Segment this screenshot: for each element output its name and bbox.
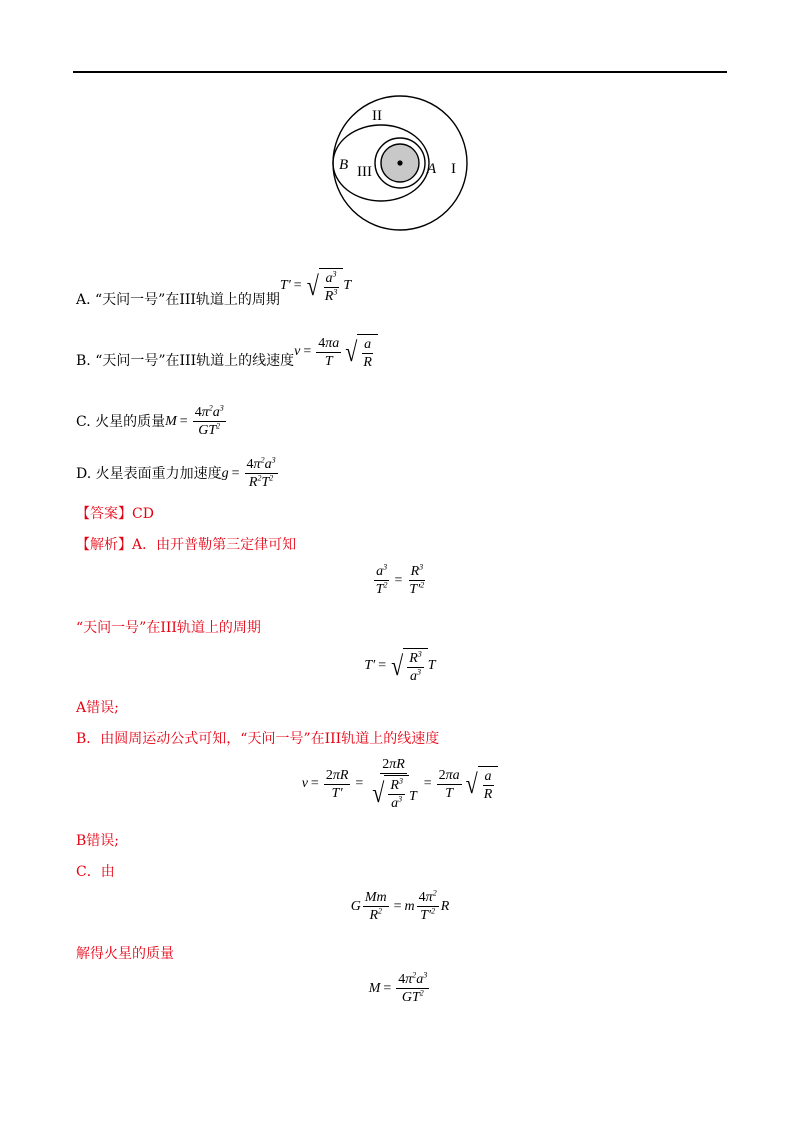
option-a[interactable] [76,262,351,310]
analysis-mass-text: 解得火星的质量 [76,946,174,962]
analysis-period-text: “天问一号”在III轨道上的周期 [76,620,261,636]
answer-value: CD [132,506,154,522]
option-b-text: B. “天问一号”在III轨道上的线速度 [76,353,295,369]
analysis-c-intro: C．由 [76,864,115,880]
label-orbit-I: I [451,161,456,177]
analysis-a-wrong: A错误; [76,700,119,716]
velocity-equation: v = $\frac{2\pi R}{T'}$ = 2πR √ $\frac{R^3}{a^3}$ T = $\frac{2\pi a}{T}$ √ $\frac{a}{R}$ [0,757,800,811]
label-point-A: A [427,161,437,177]
period-equation: T′ = √ $\frac{R^3}{a^3}$ T [364,649,436,684]
analysis-a-intro-text: A．由开普勒第三定律可知 [132,537,297,553]
answer-line [76,504,154,524]
option-c-text: C. 火星的质量 [76,413,166,430]
mass-equation: M = $\frac{4\pi^2a^3}{GT^2}$ [368,970,428,1005]
analysis-b-wrong: B错误; [76,833,120,849]
option-b[interactable] [76,333,378,371]
analysis-b-intro: B．由圆周运动公式可知，“天问一号”在III轨道上的线速度 [76,731,440,747]
option-c[interactable] [76,405,228,438]
label-point-B: B [339,157,349,173]
option-c-formula: M = $\frac{4\pi^2a^3}{GT^2}$ [165,403,224,438]
kepler-equation: $\frac{a^3}{T^2}$ = $\frac{R^3}{T'^2}$ [375,562,425,597]
analysis-a-intro [76,535,296,555]
label-orbit-II: II [372,108,382,124]
orbit-diagram [330,93,470,233]
option-b-formula: v = $\frac{4\pi a}{T}$ √ $\frac{a}{R}$ [294,334,378,370]
option-d-text: D. 火星表面重力加速度 [76,465,222,482]
answer-label: 【答案】 [76,506,132,522]
label-orbit-III: III [357,164,372,180]
option-d-formula: g = $\frac{4\pi^2a^3}{R^2T^2}$ [221,455,276,490]
header-rule [73,71,727,73]
gravity-equation: G $\frac{Mm}{R^2}$ = m $\frac{4\pi^2}{T'^2}$ R [350,888,450,923]
mars-center-dot [397,160,402,165]
option-a-text: A. “天问一号”在III轨道上的周期 [76,292,280,308]
analysis-label: 【解析】 [76,537,132,553]
option-d[interactable] [76,457,280,490]
option-a-formula: T′ = √ $\frac{a^3}{R^3}$ T [279,269,352,304]
